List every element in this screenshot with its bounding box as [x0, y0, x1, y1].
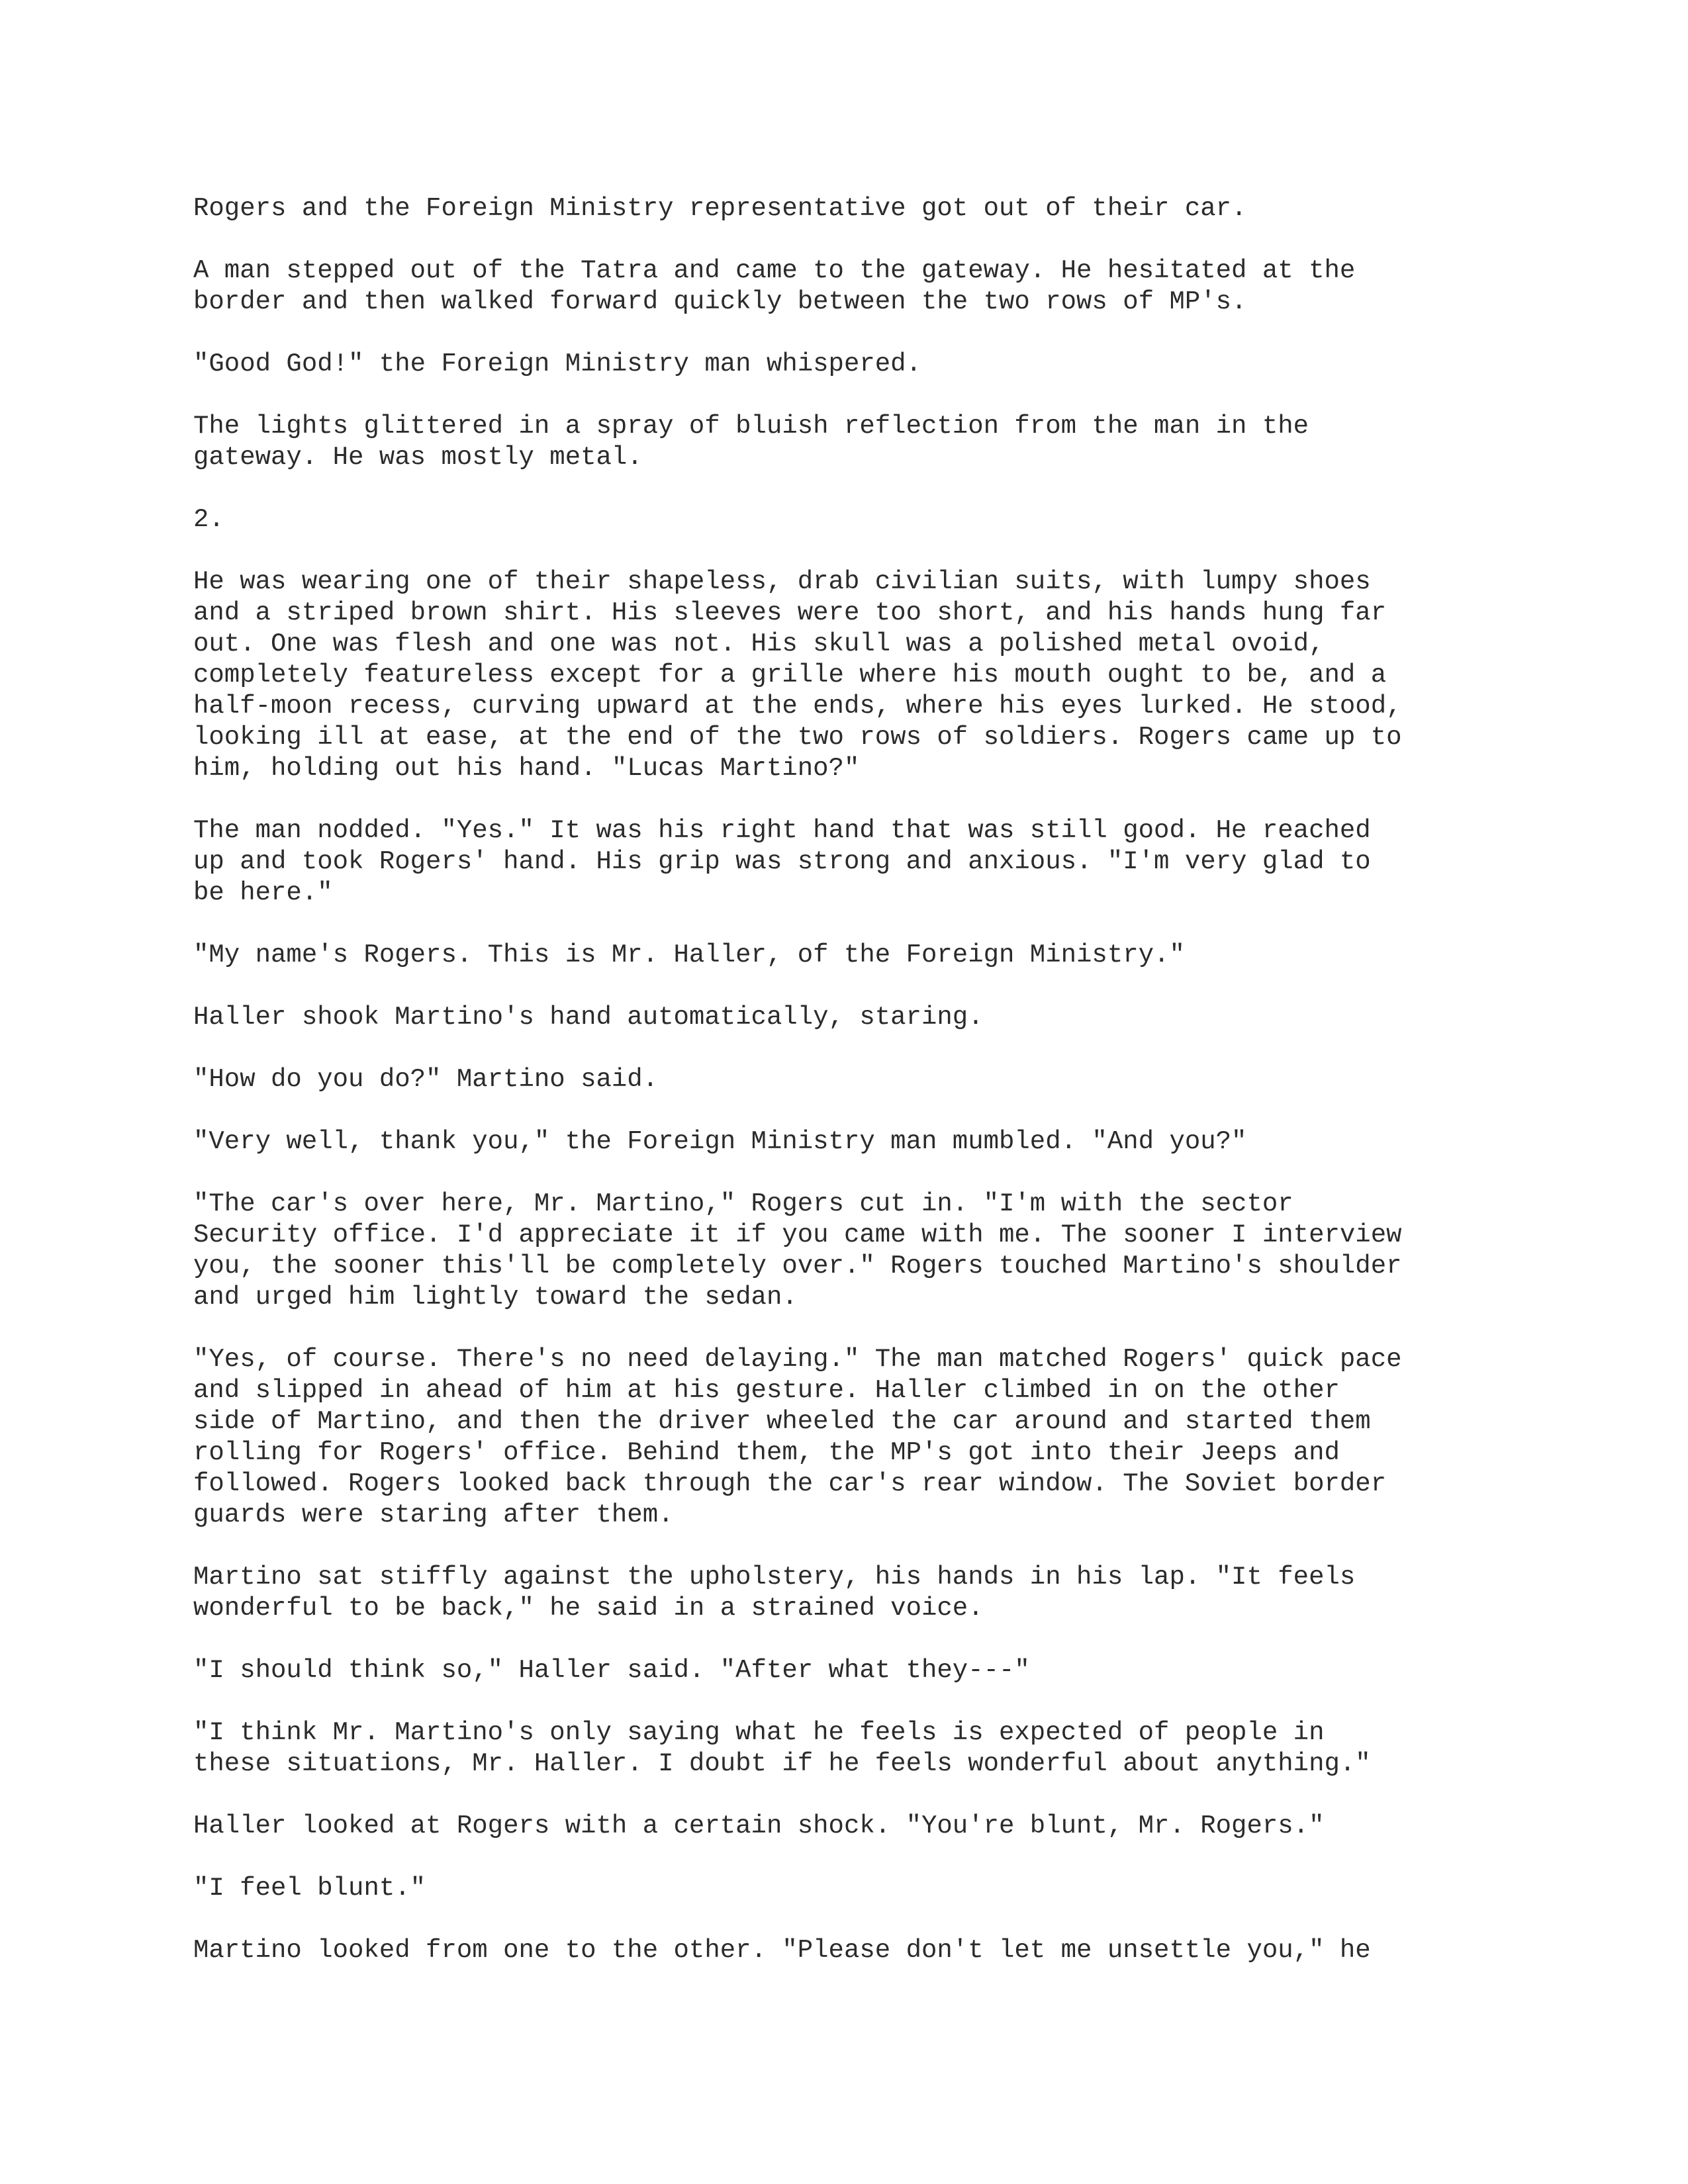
paragraph-3: "Good God!" the Foreign Ministry man whispered. — [193, 349, 921, 379]
paragraph-6: He was wearing one of their shapeless, drab civilian suits, with lumpy shoes and a striped brown shirt. His sleeves were too short, and his hands hung far out. One was flesh and one was not. His skull was a polished metal ovoid, completely featureless except for a grille where his mouth ought to be, and a half-moon recess, curving upward at the ends, where his eyes lurked. He stood, looking ill at ease, at the end of the two rows of soldiers. Rogers came up to him, holding out his hand. "Lucas Martino?" — [193, 567, 1402, 783]
section-number: 2. — [193, 505, 224, 534]
paragraph-7: The man nodded. "Yes." It was his right hand that was still good. He reached up and took Rogers' hand. His grip was strong and anxious. "I'm very glad to be here." — [193, 816, 1371, 907]
body-text — [193, 193, 1517, 1966]
paragraph-11: "Very well, thank you," the Foreign Ministry man mumbled. "And you?" — [193, 1127, 1247, 1156]
paragraph-8: "My name's Rogers. This is Mr. Haller, of the Foreign Ministry." — [193, 940, 1185, 970]
paragraph-4: The lights glittered in a spray of bluish reflection from the man in the gateway. He was mostly metal. — [193, 412, 1309, 472]
paragraph-1: Rogers and the Foreign Ministry representative got out of their car. — [193, 194, 1247, 223]
paragraph-18: "I feel blunt." — [193, 1874, 426, 1903]
paragraph-15: "I should think so," Haller said. "After what they---" — [193, 1656, 1030, 1685]
paragraph-12: "The car's over here, Mr. Martino," Rogers cut in. "I'm with the sector Security office. I'd appreciate it if you came with me. The sooner I interview you, the sooner this'll be completely over." Rogers touched Martino's shoulder and urged him lightly toward the sedan. — [193, 1189, 1402, 1312]
paragraph-19: Martino looked from one to the other. "Please don't let me unsettle you," he — [193, 1936, 1371, 1965]
paragraph-9: Haller shook Martino's hand automatically, staring. — [193, 1003, 984, 1032]
paragraph-13: "Yes, of course. There's no need delaying." The man matched Rogers' quick pace and slipped in ahead of him at his gesture. Haller climbed in on the other side of Martino, and then the driver wheeled the car around and started them rolling for Rogers' office. Behind them, the MP's got into their Jeeps and followed. Rogers looked back through the car's rear window. The Soviet border guards were staring after them. — [193, 1345, 1402, 1529]
paragraph-17: Haller looked at Rogers with a certain shock. "You're blunt, Mr. Rogers." — [193, 1811, 1325, 1841]
paragraph-2: A man stepped out of the Tatra and came to the gateway. He hesitated at the border and then walked forward quickly between the two rows of MP's. — [193, 256, 1356, 316]
paragraph-14: Martino sat stiffly against the upholstery, his hands in his lap. "It feels wonderful to be back," he said in a strained voice. — [193, 1563, 1356, 1623]
paragraph-10: "How do you do?" Martino said. — [193, 1065, 659, 1094]
paragraph-16: "I think Mr. Martino's only saying what he feels is expected of people in these situations, Mr. Haller. I doubt if he feels wonderful about anything." — [193, 1718, 1371, 1778]
